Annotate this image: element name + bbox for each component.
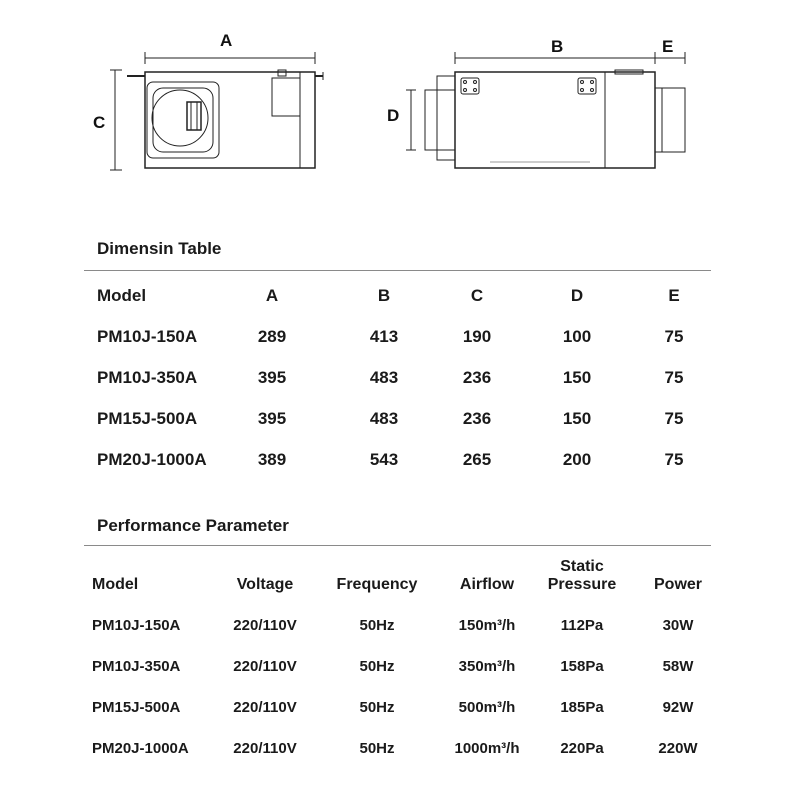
header-c: C <box>470 286 484 305</box>
d-cell: 200 <box>562 450 592 469</box>
b-cell: 413 <box>369 327 399 346</box>
model-cell: PM20J-1000A <box>97 450 207 469</box>
power-cell: 30W <box>662 617 694 634</box>
voltage-cell: 220/110V <box>233 699 297 716</box>
frequency-cell: 50Hz <box>359 658 395 675</box>
performance-table-divider <box>84 545 711 546</box>
header-a: A <box>265 286 279 305</box>
label-e: E <box>662 37 674 56</box>
power-cell: 220W <box>658 740 698 757</box>
pressure-cell: 220Pa <box>560 740 604 757</box>
c-cell: 236 <box>462 409 492 428</box>
performance-table-title: Performance Parameter <box>97 516 289 535</box>
d-cell: 100 <box>562 327 592 346</box>
label-b: B <box>551 37 564 56</box>
c-cell: 265 <box>462 450 492 469</box>
voltage-cell: 220/110V <box>233 658 297 675</box>
model-cell: PM15J-500A <box>92 699 181 716</box>
header-voltage: Voltage <box>236 576 294 593</box>
model-cell: PM10J-150A <box>92 617 181 634</box>
voltage-cell: 220/110V <box>233 740 297 757</box>
airflow-cell: 150m³/h <box>458 617 516 634</box>
e-cell: 75 <box>664 450 684 469</box>
a-cell: 395 <box>257 368 287 387</box>
model-cell: PM10J-350A <box>97 368 198 387</box>
a-cell: 395 <box>257 409 287 428</box>
header-b: B <box>377 286 391 305</box>
pressure-cell: 185Pa <box>560 699 604 716</box>
model-cell: PM20J-1000A <box>92 740 189 757</box>
label-c: C <box>93 113 106 132</box>
table-row <box>97 450 717 480</box>
header-static: Static <box>560 558 604 575</box>
e-cell: 75 <box>664 368 684 387</box>
frequency-cell: 50Hz <box>359 740 395 757</box>
dimension-table-header <box>97 286 717 316</box>
voltage-cell: 220/110V <box>233 617 297 634</box>
front-view <box>110 52 323 170</box>
dimension-table-divider <box>84 270 711 271</box>
airflow-cell: 350m³/h <box>458 658 516 675</box>
b-cell: 543 <box>369 450 399 469</box>
product-drawing <box>0 0 800 230</box>
label-a: A <box>220 31 233 50</box>
header-airflow: Airflow <box>459 576 515 593</box>
b-cell: 483 <box>369 409 399 428</box>
d-cell: 150 <box>562 368 592 387</box>
model-cell: PM10J-150A <box>97 327 198 346</box>
label-d: D <box>387 106 400 125</box>
b-cell: 483 <box>369 368 399 387</box>
pressure-cell: 112Pa <box>560 617 604 634</box>
pressure-cell: 158Pa <box>560 658 604 675</box>
header-d: D <box>570 286 584 305</box>
c-cell: 236 <box>462 368 492 387</box>
table-row <box>97 409 717 439</box>
airflow-cell: 500m³/h <box>458 699 516 716</box>
table-row <box>97 368 717 398</box>
frequency-cell: 50Hz <box>359 699 395 716</box>
a-cell: 389 <box>257 450 287 469</box>
table-row <box>97 327 717 357</box>
header-frequency: Frequency <box>336 576 418 593</box>
d-cell: 150 <box>562 409 592 428</box>
side-view <box>406 52 685 168</box>
header-pressure: Pressure <box>547 576 617 593</box>
header-power: Power <box>653 576 703 593</box>
a-cell: 289 <box>257 327 287 346</box>
power-cell: 92W <box>662 699 694 716</box>
power-cell: 58W <box>662 658 694 675</box>
e-cell: 75 <box>664 409 684 428</box>
c-cell: 190 <box>462 327 492 346</box>
header-model: Model <box>92 576 139 593</box>
e-cell: 75 <box>664 327 684 346</box>
frequency-cell: 50Hz <box>359 617 395 634</box>
model-cell: PM15J-500A <box>97 409 198 428</box>
airflow-cell: 1000m³/h <box>454 740 520 757</box>
dimension-table-title: Dimensin Table <box>97 239 222 258</box>
header-e: E <box>668 286 680 305</box>
header-model: Model <box>97 286 147 305</box>
header-static-pressure <box>548 558 617 594</box>
model-cell: PM10J-350A <box>92 658 181 675</box>
